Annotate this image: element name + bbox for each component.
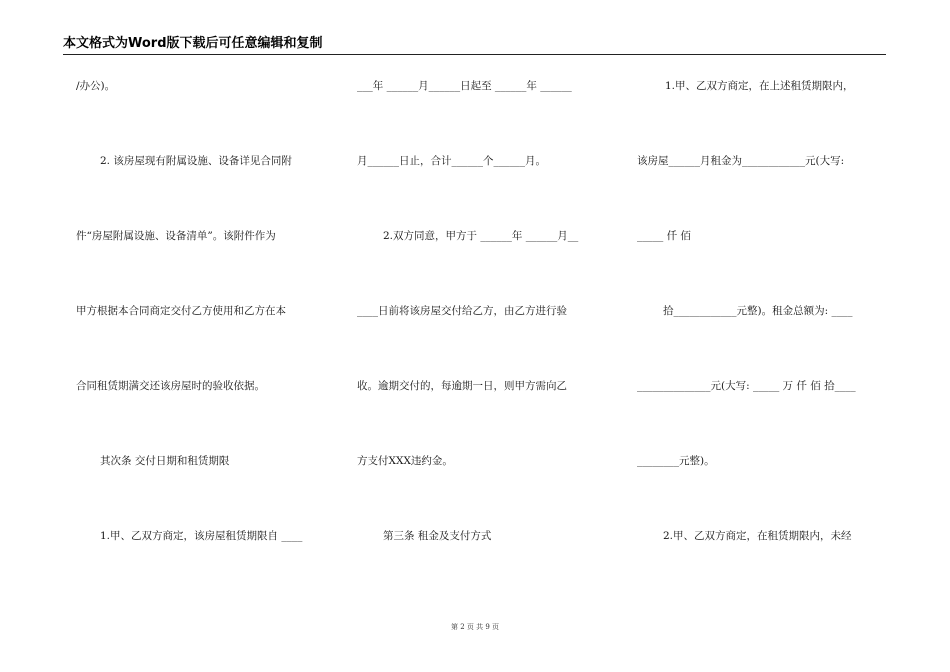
text-line: ______________元(大写: _____ 万 仟 佰 拾____ (637, 380, 856, 392)
text-line: 1.甲、乙双方商定，在上述租赁期限内， (665, 80, 854, 92)
text-line: 方支付XXX违约金。 (357, 455, 453, 467)
text-line: 1.甲、乙双方商定，该房屋租赁期限自 ____ (100, 530, 303, 542)
header-title: 本文格式为Word版下载后可任意编辑和复制 (63, 36, 323, 51)
text-line: 甲方根据本合同商定交付乙方使用和乙方在本 (76, 305, 286, 317)
text-column-1 (76, 60, 324, 620)
text-line: ___年 ______月______日起至 ______年 ______ (357, 80, 572, 92)
text-line: 2.甲、乙双方商定，在租赁期限内，未经 (663, 530, 852, 542)
text-line: /办公)。 (76, 80, 116, 92)
text-line: ________元整)。 (637, 455, 715, 467)
text-line: 合同租赁期满交还该房屋时的验收依据。 (76, 380, 265, 392)
section-heading: 第三条 租金及支付方式 (383, 530, 492, 542)
text-column-3 (637, 60, 887, 620)
text-line: 该房屋______月租金为____________元(大写: (637, 155, 845, 167)
section-heading: 其次条 交付日期和租赁期限 (100, 455, 230, 467)
text-line: 月______日止，合计______个______月。 (357, 155, 546, 167)
text-line: 收。逾期交付的，每逾期一日，则甲方需向乙 (357, 380, 567, 392)
text-line: 件“房屋附属设施、设备清单”。该附件作为 (76, 230, 276, 242)
text-line: 2. 该房屋现有附属设施、设备详见合同附 (100, 155, 292, 167)
page-header (63, 36, 886, 55)
text-line: 2.双方同意，甲方于 ______年 ______月__ (383, 230, 579, 242)
text-line: 拾____________元整)。租金总额为: ____ (663, 305, 853, 317)
page-number: 第 2 页 共 9 页 (450, 623, 500, 631)
text-column-2 (357, 60, 605, 620)
text-line: ____日前将该房屋交付给乙方，由乙方进行验 (357, 305, 567, 317)
text-line: _____ 仟 佰 (637, 230, 691, 242)
